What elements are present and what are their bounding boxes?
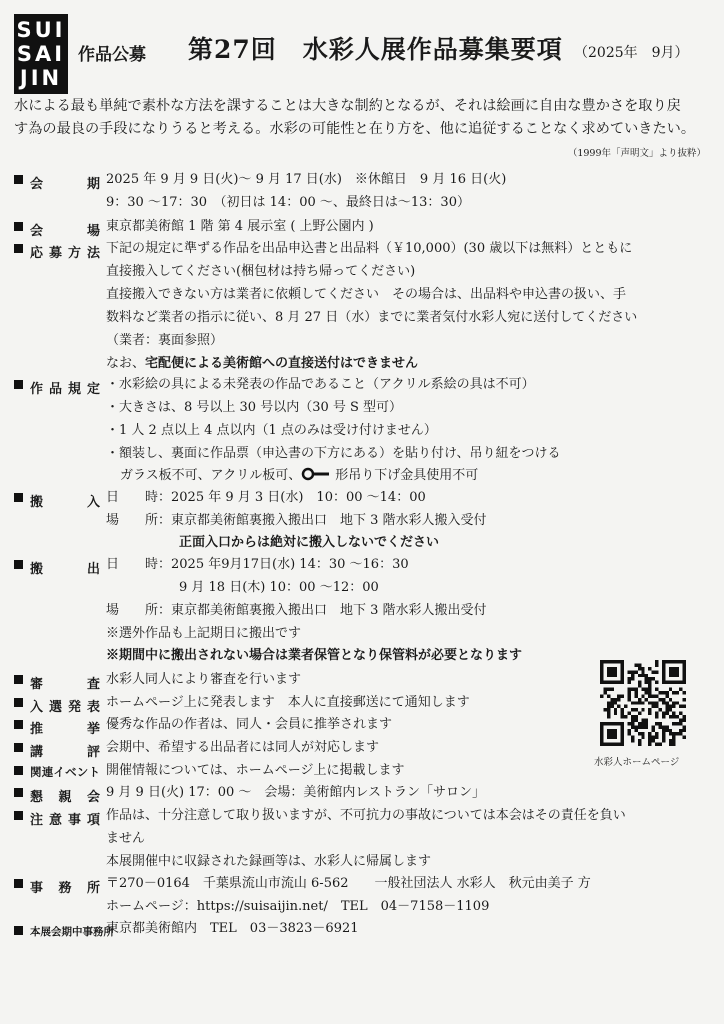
bullet-square-icon bbox=[14, 879, 23, 888]
oubo-line-3: 直接搬入できない方は業者に依頼してください その場合は、出品料や申込書の扱い、手 bbox=[106, 287, 627, 302]
section-label-konshin: 懇 親 会 bbox=[14, 786, 100, 805]
kitei-line-5: ガラス板不可、アクリル板可、 形吊り下げ金具使用不可 bbox=[120, 468, 479, 483]
section-label-kaijo: 会 場 bbox=[14, 220, 100, 239]
bullet-square-icon bbox=[14, 244, 23, 253]
kohyo-line-1: 会期中、希望する出品者には同人が対応します bbox=[106, 740, 380, 755]
kitei-line-4: ・額装し、裏面に作品票（申込書の下方にある）を貼り付け、吊り紐をつける bbox=[106, 446, 561, 461]
qr-caption: 水彩人ホームページ bbox=[594, 757, 680, 768]
section-label-suikyo: 推 挙 bbox=[14, 718, 100, 737]
kitei-line-2: ・大きさは、8 号以上 30 号以内（30 号 S 型可） bbox=[106, 400, 403, 415]
bullet-square-icon bbox=[14, 788, 23, 797]
kitei-line-3: ・1 人 2 点以上 4 点以内（1 点のみは受け付けません） bbox=[106, 423, 437, 438]
oubo-warning: 宅配便による美術館への直接送付はできません bbox=[145, 356, 419, 371]
section-label-hanshutsu: 搬 出 bbox=[14, 558, 100, 577]
kitei-line-1: ・水彩絵の具による未発表の作品であること（アクリル系絵の具は不可） bbox=[106, 377, 535, 392]
event-line-1: 開催情報については、ホームページ上に掲載します bbox=[106, 763, 405, 778]
intro-line-2: す為の最良の手段になりうると考える。水彩の可能性と在り方を、他に追従することなく求めていきたい。 bbox=[14, 121, 696, 137]
section-label-kitei: 作品規定 bbox=[14, 378, 100, 397]
bullet-square-icon bbox=[14, 175, 23, 184]
suikyo-line-1: 優秀な作品の作者は、同人・会員に推挙されます bbox=[106, 717, 393, 732]
oubo-line-2: 直接搬入してください(梱包材は持ち帰ってください) bbox=[106, 264, 416, 279]
oubo-line-5: （業者：裏面参照） bbox=[106, 333, 224, 348]
ring-hook-hanger-icon bbox=[301, 467, 331, 481]
intro-line-1: 水による最も単純で素朴な方法を課することは大きな制約となるが、それは絵画に自由な豊かさを取り戻 bbox=[14, 98, 681, 114]
section-label-shinsa: 審 査 bbox=[14, 673, 100, 692]
jimusho-line-2: ホームページ：https://suisaijin.net/ TEL 04－7158－1109 bbox=[106, 899, 490, 914]
oubo-line-4: 数料など業者の指示に従い、8 月 27 日（水）までに業者気付水彩人宛に送付してください bbox=[106, 310, 638, 325]
chui-line-1: 作品は、十分注意して取り扱いますが、不可抗力の事故については本会はその責任を負い bbox=[106, 808, 626, 823]
bullet-square-icon bbox=[14, 675, 23, 684]
section-label-oubo: 応募方法 bbox=[14, 242, 100, 261]
bullet-square-icon bbox=[14, 222, 23, 231]
logo-line-3: JIN bbox=[19, 66, 63, 90]
nyusen-line-1: ホームページ上に発表します 本人に直接郵送にて通知します bbox=[106, 695, 470, 710]
section-label-jimusho: 事 務 所 bbox=[14, 877, 100, 896]
suisaijin-logo bbox=[14, 14, 68, 94]
logo-line-2: SAI bbox=[16, 42, 66, 66]
header-label: 作品公募 bbox=[78, 45, 146, 65]
intro-statement bbox=[14, 95, 714, 141]
section-label-hannyu: 搬 入 bbox=[14, 491, 100, 510]
konshin-line-1: 9 月 9 日(火) 17：00 ～ 会場：美術館内レストラン「サロン」 bbox=[106, 785, 486, 800]
hannyu-warning: 正面入口からは絶対に搬入しないでください bbox=[179, 535, 440, 550]
chui-line-2: ません bbox=[106, 831, 146, 846]
bullet-square-icon bbox=[14, 380, 23, 389]
bullet-square-icon bbox=[14, 766, 23, 775]
jimusho-line-1: 〒270－0164 千葉県流山市流山 6-562 一般社団法人 水彩人 秋元由美子 方 bbox=[106, 876, 591, 891]
bullet-square-icon bbox=[14, 743, 23, 752]
section-label-kaiki: 会 期 bbox=[14, 173, 100, 192]
kaijo-line-1: 東京都美術館 1 階 第 4 展示室 ( 上野公園内 ) bbox=[106, 219, 374, 234]
hanshutsu-line-4: ※選外作品も上記期日に搬出です bbox=[106, 626, 302, 641]
hanshutsu-line-1: 日 時：2025 年9月17日(水) 14：30 ～16：30 bbox=[106, 557, 409, 572]
oubo-line-6: なお、宅配便による美術館への直接送付はできません bbox=[106, 356, 419, 371]
intro-source: （1999年「声明文」より抜粋） bbox=[567, 148, 706, 159]
qr-code-icon[interactable] bbox=[600, 660, 686, 746]
hannyu-line-1: 日 時：2025 年 9 月 3 日(水) 10：00 ～14：00 bbox=[106, 490, 426, 505]
bullet-square-icon bbox=[14, 698, 23, 707]
section-label-event: 関連イベント bbox=[14, 764, 100, 780]
kaiki-line-2: 9：30 ～17：30 （初日は 14：00 ～、最終日は～13：30） bbox=[106, 195, 470, 210]
section-label-nyusen: 入選発表 bbox=[14, 696, 100, 715]
hanshutsu-line-3: 場 所：東京都美術館裏搬入搬出口 地下 3 階水彩人搬出受付 bbox=[106, 603, 487, 618]
hanshutsu-line-5: ※期間中に搬出されない場合は業者保管となり保管料が必要となります bbox=[106, 648, 523, 663]
section-label-honten: 本展会期中事務所 bbox=[14, 924, 122, 939]
kaiki-line-1: 2025 年 9 月 9 日(火)～ 9 月 17 日(水) ※休館日 9 月 16 日(火) bbox=[106, 172, 507, 187]
hanshutsu-line-2: 9 月 18 日(木) 10：00 ～12：00 bbox=[179, 580, 379, 595]
section-label-chui: 注意事項 bbox=[14, 809, 100, 828]
page-title: 第27回 水彩人展作品募集要項 bbox=[188, 35, 563, 64]
oubo-line-1: 下記の規定に準ずる作品を出品申込書と出品料（￥10,000）(30 歳以下は無料）とともに bbox=[106, 241, 633, 256]
honten-line-1: 東京都美術館内 TEL 03－3823－6921 bbox=[106, 921, 359, 936]
bullet-square-icon bbox=[14, 560, 23, 569]
shinsa-line-1: 水彩人同人により審査を行います bbox=[106, 672, 302, 687]
logo-line-1: SUI bbox=[16, 18, 66, 42]
bullet-square-icon bbox=[14, 493, 23, 502]
bullet-square-icon bbox=[14, 811, 23, 820]
section-label-kohyo: 講 評 bbox=[14, 741, 100, 760]
bullet-square-icon bbox=[14, 720, 23, 729]
header-date: （2025年 9月） bbox=[574, 45, 689, 61]
hannyu-line-2: 場 所：東京都美術館裏搬入搬出口 地下 3 階水彩人搬入受付 bbox=[106, 513, 487, 528]
chui-line-3: 本展開催中に収録された録画等は、水彩人に帰属します bbox=[106, 854, 432, 869]
bullet-square-icon bbox=[14, 926, 23, 935]
